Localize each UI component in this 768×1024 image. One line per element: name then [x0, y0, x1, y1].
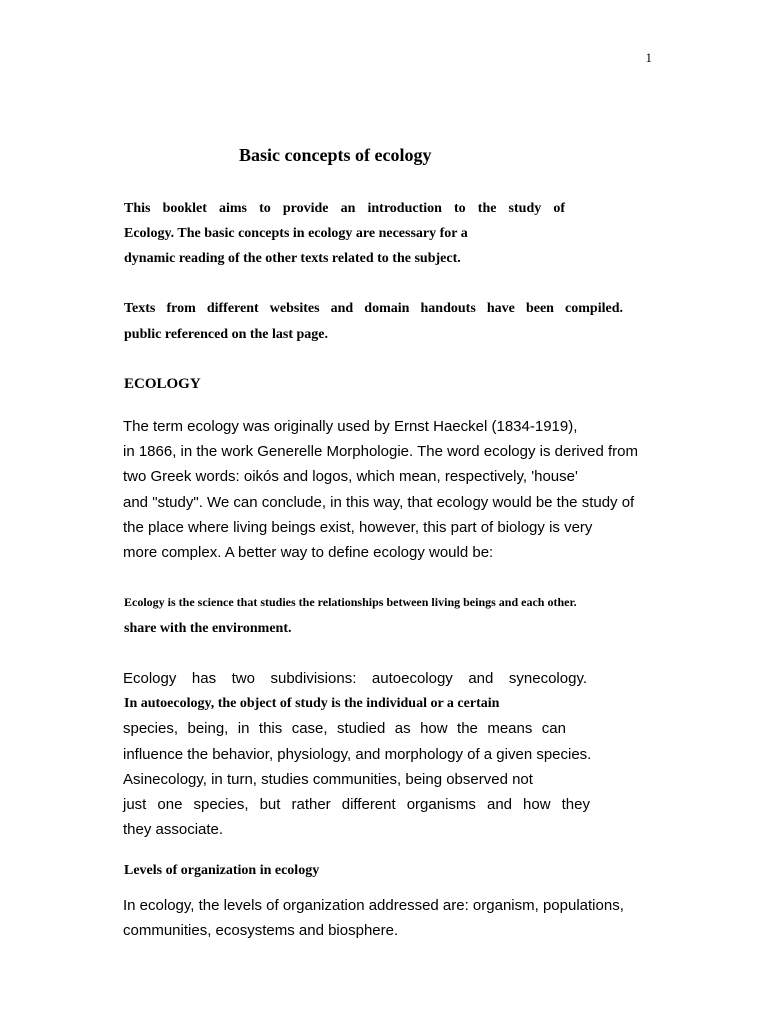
intro-line: Ecology. The basic concepts in ecology are necessary for a — [124, 226, 468, 241]
page-title: Basic concepts of ecology — [239, 145, 432, 165]
intro-line: This booklet aims to provide an introduction to the study of — [124, 201, 565, 216]
subdivisions-line: Ecology has two subdivisions: autoecology and synecology. — [123, 670, 587, 687]
ecology-line: in 1866, in the work Generelle Morphologie. The word ecology is derived from — [123, 443, 638, 460]
sources-line: public referenced on the last page. — [124, 327, 329, 342]
ecology-line: more complex. A better way to define ecology would be: — [123, 544, 494, 561]
intro-line: dynamic reading of the other texts related to the subject. — [124, 251, 461, 266]
subdivisions-line: just one species, but rather different organisms and how they — [123, 796, 590, 813]
definition-line: Ecology is the science that studies the relationships between living beings and each other. — [124, 595, 577, 609]
section-heading-ecology: ECOLOGY — [124, 376, 201, 392]
page-number: 1 — [645, 50, 652, 65]
subdivisions-line: influence the behavior, physiology, and morphology of a given species. — [123, 746, 592, 763]
ecology-line: the place where living beings exist, however, this part of biology is very — [123, 519, 593, 536]
sources-line: Texts from different websites and domain handouts have been compiled. — [124, 301, 623, 316]
ecology-line: The term ecology was originally used by Ernst Haeckel (1834-1919), — [123, 418, 578, 435]
subdivisions-line: they associate. — [123, 821, 224, 838]
ecology-line: and "study". We can conclude, in this way, that ecology would be the study of — [123, 494, 635, 511]
levels-line: In ecology, the levels of organization addressed are: organism, populations, — [123, 897, 624, 914]
section-heading-levels: Levels of organization in ecology — [124, 863, 320, 878]
subdivisions-line: Asinecology, in turn, studies communities, being observed not — [123, 771, 533, 788]
subdivisions-line: In autoecology, the object of study is the individual or a certain — [124, 696, 500, 711]
levels-line: communities, ecosystems and biosphere. — [123, 922, 399, 939]
subdivisions-line: species, being, in this case, studied as how the means can — [123, 720, 566, 737]
definition-line: share with the environment. — [124, 621, 292, 636]
ecology-line: two Greek words: oikós and logos, which mean, respectively, 'house' — [123, 468, 578, 485]
